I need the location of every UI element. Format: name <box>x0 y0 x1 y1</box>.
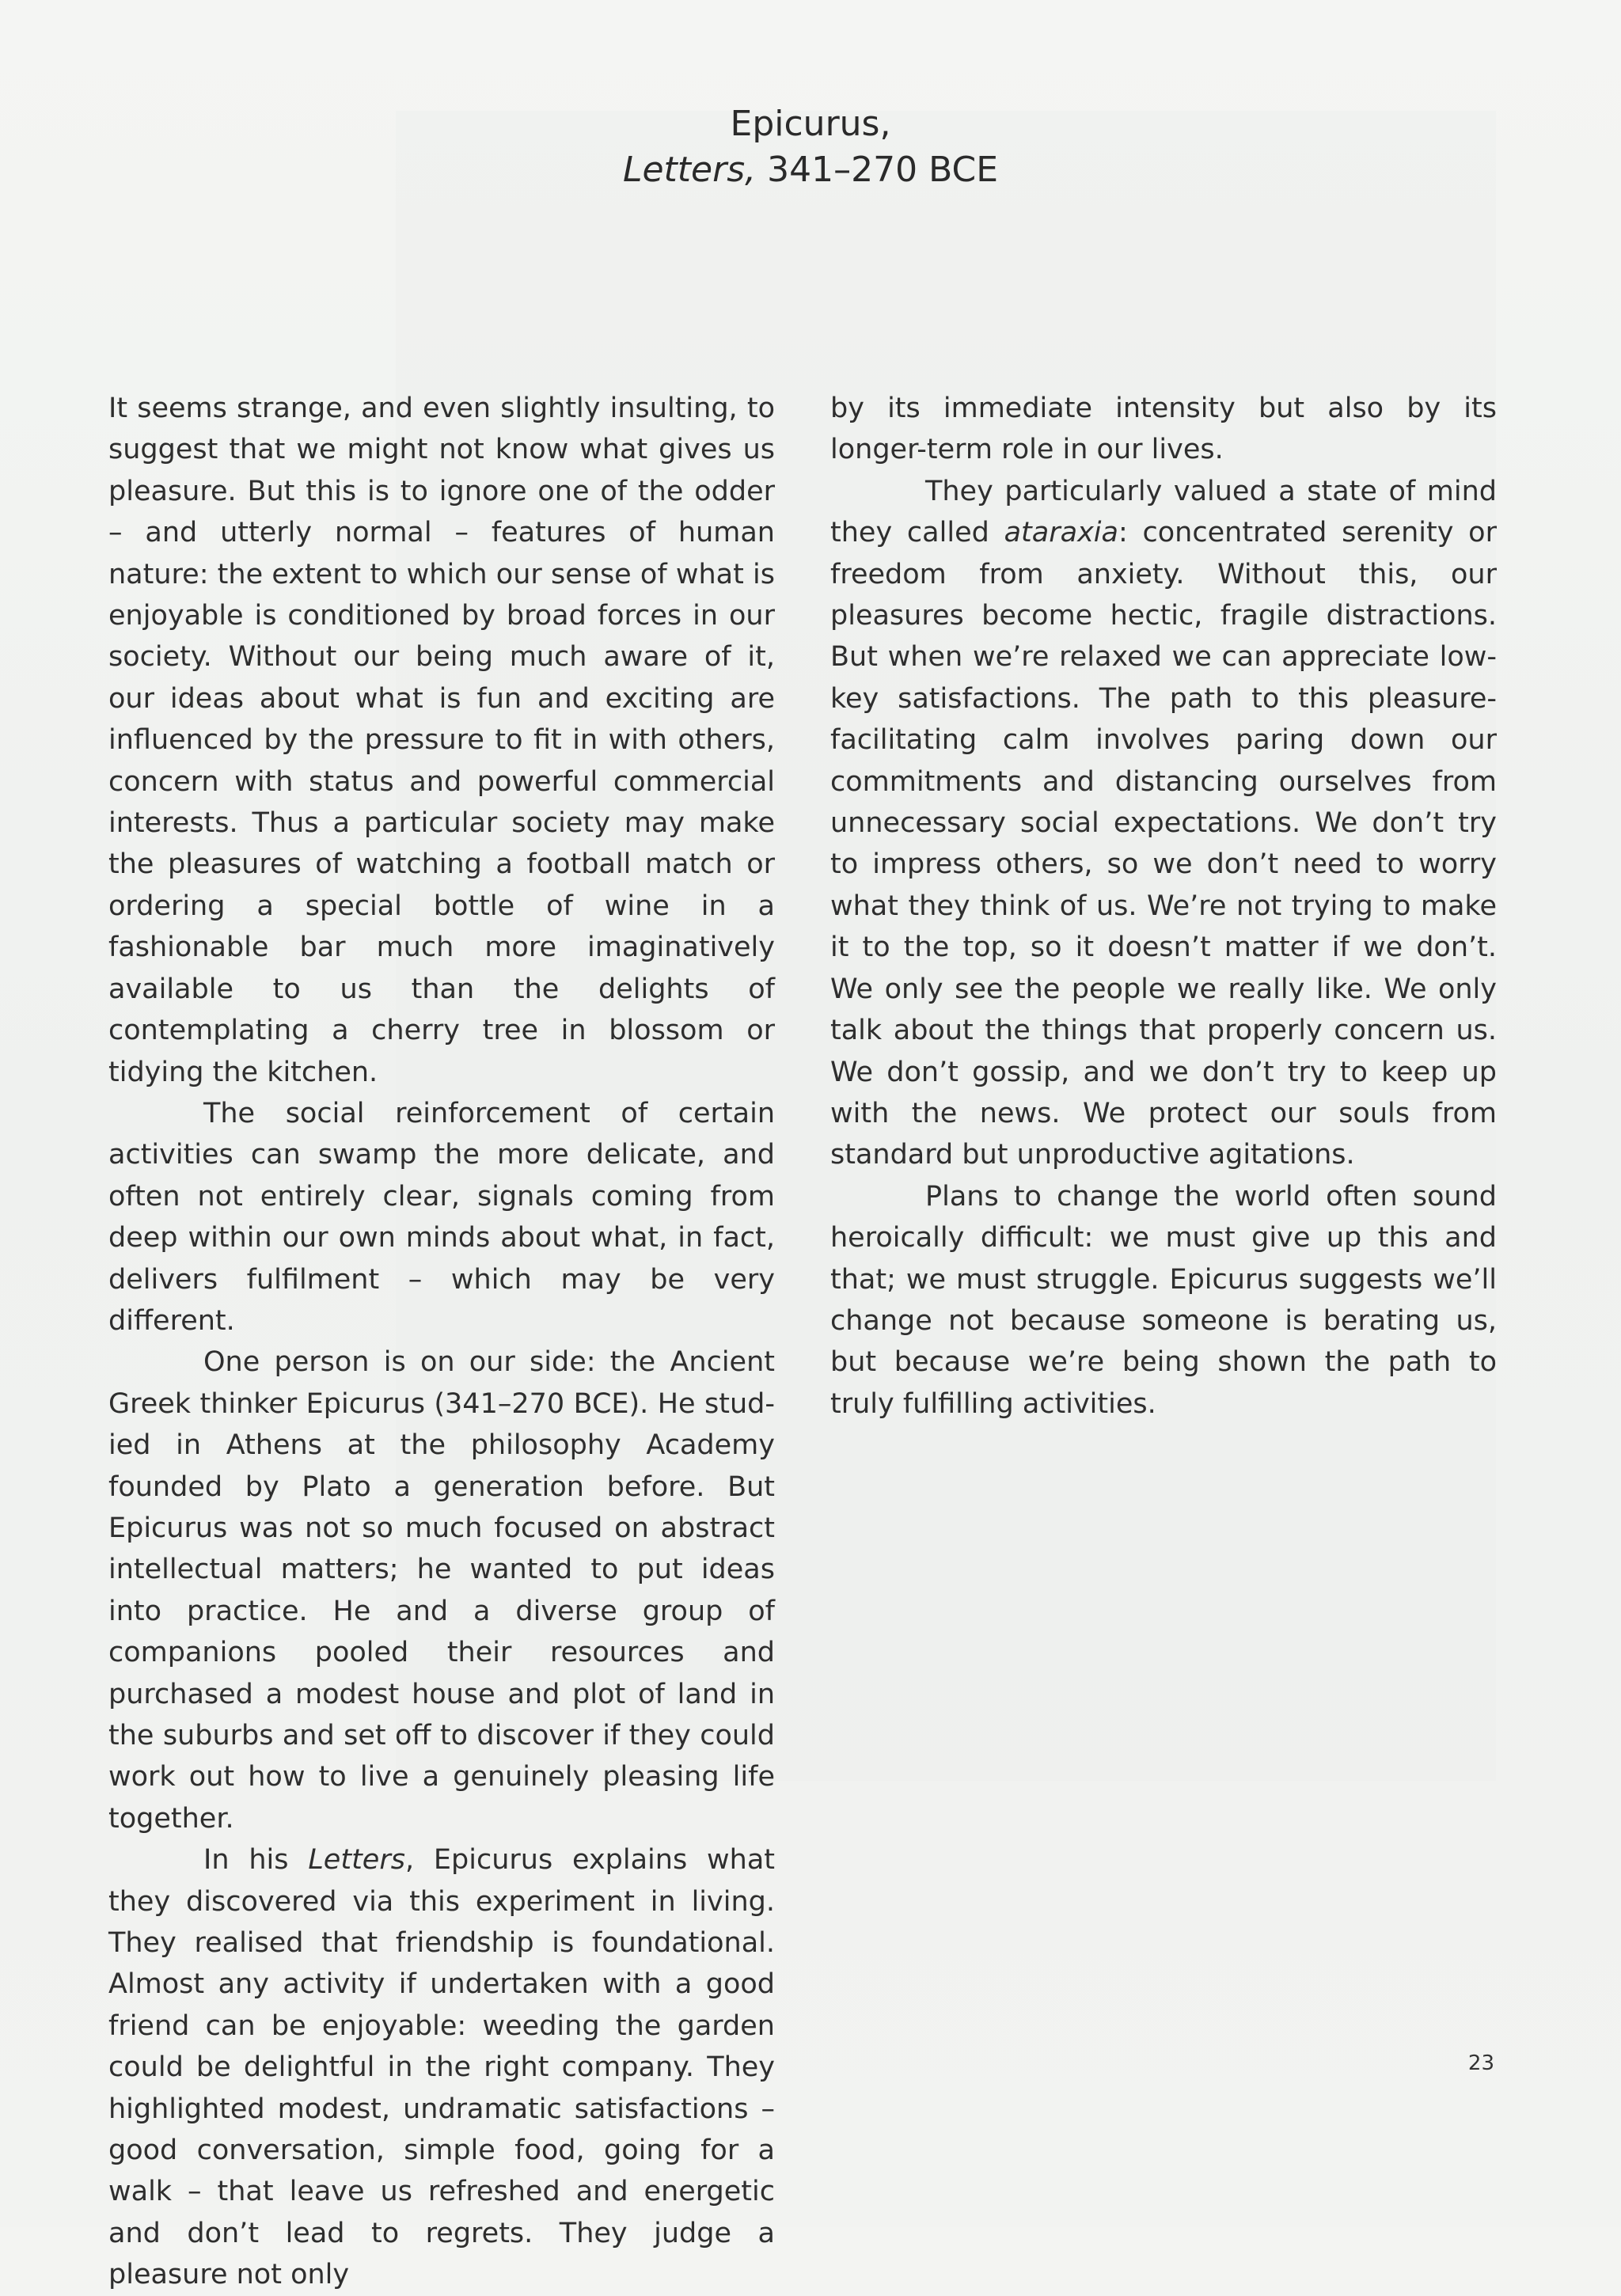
paragraph <box>108 1839 775 2295</box>
title-work <box>0 147 1621 193</box>
left-column <box>108 388 775 2296</box>
paragraph: The social reinforcement of certain activities can swamp the more delicate, and often not entirely clear, signals coming from deep within our own minds about what, in fact, delivers fulfilment – which may be very different. <box>108 1097 775 1337</box>
paragraph-text: They particularly valued a state of mind they called <box>830 475 1497 549</box>
paragraph: Plans to change the world often sound heroically difficult: we must give up this and that; we must struggle. Epicurus suggests we’ll change not because someone is berating us, but because we’re being shown the path to truly fulfilling activities. <box>830 1180 1497 1420</box>
page-number: 23 <box>1467 2051 1494 2075</box>
italic-title: Letters <box>308 1844 405 1877</box>
paragraph-text: : concentrated serenity or freedom from anxiety. Without this, our pleasures become hectic, fragile distractions. But when we’re relaxed we can appreciate low-key satisfactions. The path to this pleasure-facilitating calm involves paring down our commitments and distancing ourselves from unnecessary social expectations. We don’t try to impress others, so we don’t need to worry what they think of us. We’re not trying to make it to the top, so it doesn’t matter if we don’t. We only see the people we really like. We only talk about the things that properly concern us. We don’t gossip, and we don’t try to keep up with the news. We protect our souls from standard but unproductive agitations. <box>830 517 1497 1171</box>
right-column <box>830 388 1497 1425</box>
paragraph: It seems strange, and even slightly insulting, to suggest that we might not know what gives us pleasure. But this is to ignore one of the odder – and utterly normal – features of human nature: the extent to which our sense of what is enjoyable is conditioned by broad forces in our society. Without our being much aware of it, our ideas about what is fun and exciting are influenced by the pressure to fit in with others, concern with status and powerful commercial interests. Thus a particular society may make the pleasures of watching a football match or ordering a special bottle of wine in a fashionable bar much more imaginatively available to us than the delights of contemplating a cherry tree in blossom or tidying the kitchen. <box>108 393 775 1088</box>
title-author: Epicurus, <box>730 104 891 144</box>
italic-term: ataraxia <box>1004 517 1118 549</box>
paragraph: One person is on our side: the Ancient Greek thinker Epicurus (341–270 BCE). He studied in Athens at the philosophy Academy founded by Plato a generation before. But Epicurus was not so much focused on abstract intellectual matters; he wanted to put ideas into practice. He and a diverse group of companions pooled their resources and purchased a modest house and plot of land in the suburbs and set off to discover if they could work out how to live a genuinely pleasing life together. <box>108 1346 775 1835</box>
paragraph-text: , Epicurus explains what they discovered via this experiment in living. They realised that friendship is foundational. Almost any activity if undertaken with a good friend can be enjoyable: weeding the garden could be delightful in the right company. They highlighted modest, undramatic satisfactions – good conversation, simple food, going for a walk – that leave us refreshed and energetic and don’t lead to regrets. They judge a pleasure not only <box>108 1844 775 2291</box>
paragraph: by its immediate intensity but also by its longer-term role in our lives. <box>830 393 1497 466</box>
title-work-dates: 341–270 BCE <box>756 150 999 190</box>
title-work-italic: Letters, <box>622 150 757 190</box>
paragraph-text: In his <box>203 1844 309 1877</box>
page-title <box>0 101 1621 193</box>
paragraph <box>830 471 1497 1176</box>
